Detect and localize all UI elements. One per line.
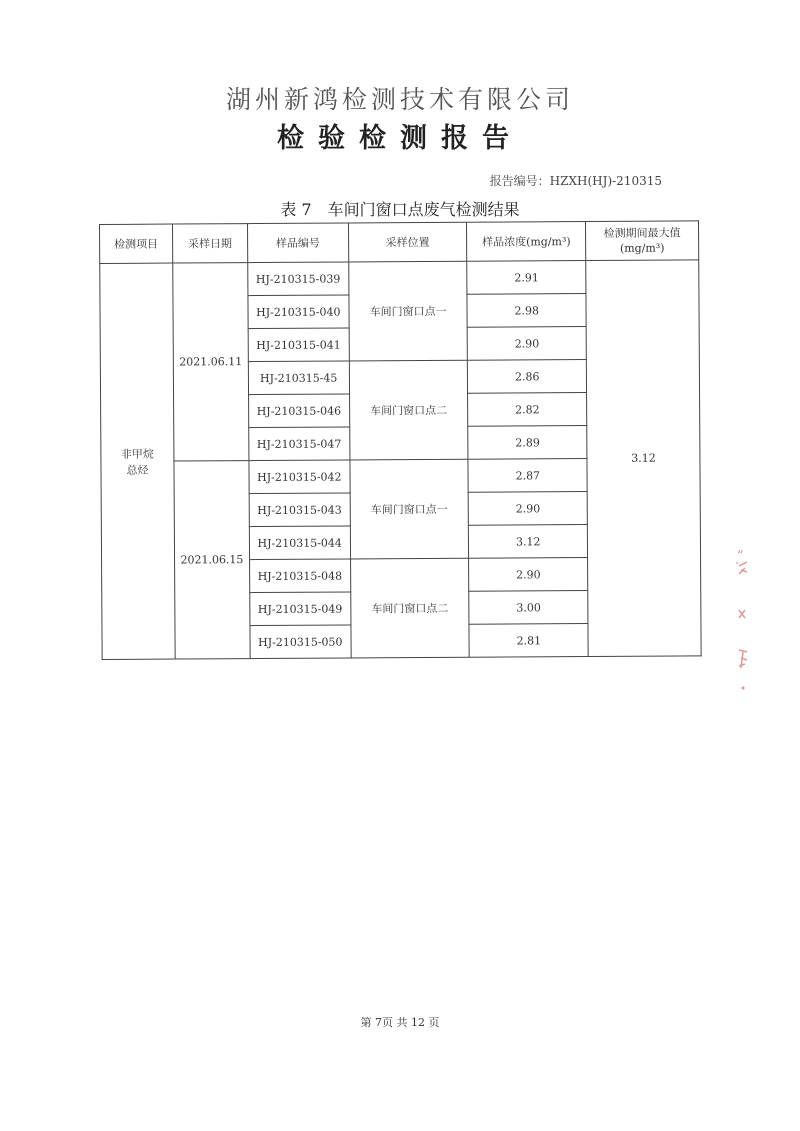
value-cell: 2.90	[469, 492, 588, 526]
value-cell: 3.00	[469, 591, 588, 625]
header-max	[586, 221, 699, 261]
value-cell: 2.86	[468, 360, 587, 394]
value-cell: 3.12	[469, 525, 588, 559]
report-title: 检验检测报告	[277, 123, 523, 154]
value-cell: 2.82	[468, 393, 587, 427]
stamp-mark	[733, 548, 753, 714]
sample-id-cell: HJ-210315-046	[248, 394, 349, 428]
page-footer: 第 7页 共 12 页	[360, 1016, 440, 1029]
header-date: 采样日期	[172, 224, 247, 263]
report-number: 报告编号：HZXH(HJ)-210315	[489, 174, 662, 188]
table-row	[100, 260, 699, 297]
sample-id-cell: HJ-210315-048	[249, 559, 350, 593]
stamp-partial-image	[733, 548, 753, 698]
value-cell: 2.90	[467, 327, 586, 361]
value-cell: 2.89	[468, 426, 587, 460]
sample-id-cell: HJ-210315-043	[249, 493, 350, 527]
table-number: 表 7	[280, 200, 312, 219]
location-cell: 车间门窗口点一	[350, 459, 469, 559]
company-name: 湖州新鸿检测技术有限公司	[225, 85, 574, 114]
location-cell: 车间门窗口点二	[349, 360, 468, 460]
value-cell: 2.87	[468, 459, 587, 493]
sample-id-cell: HJ-210315-050	[250, 625, 351, 659]
sample-id-cell: HJ-210315-039	[248, 262, 349, 296]
sample-id-cell: HJ-210315-042	[249, 460, 350, 494]
table-header-row	[100, 221, 699, 264]
sample-id-cell: HJ-210315-044	[249, 526, 350, 560]
table-caption-text: 车间门窗口点废气检测结果	[327, 200, 520, 219]
header-sample-id: 样品编号	[247, 223, 348, 263]
header-max-label: 检测期间最大值	[603, 226, 681, 240]
location-cell: 车间门窗口点二	[350, 558, 469, 658]
svg-text:“: “	[737, 549, 744, 564]
value-cell: 2.91	[467, 261, 586, 295]
header-max-unit: (mg/m³)	[619, 241, 665, 255]
sample-id-cell: HJ-210315-049	[250, 592, 351, 626]
sample-id-cell: HJ-210315-45	[248, 361, 349, 395]
value-cell: 2.98	[467, 294, 586, 328]
svg-text:·: ·	[735, 556, 740, 572]
sample-id-cell: HJ-210315-047	[249, 427, 350, 461]
max-value-cell: 3.12	[586, 260, 701, 657]
item-cell: 非甲烷总烃	[100, 263, 175, 659]
results-table	[99, 220, 702, 660]
sample-id-cell: HJ-210315-040	[248, 295, 349, 329]
value-cell: 2.81	[469, 624, 588, 658]
value-cell: 2.90	[469, 558, 588, 592]
header-concentration: 样品浓度(mg/m³)	[467, 222, 586, 262]
table-caption	[0, 197, 800, 220]
date-cell: 2021.06.11	[173, 263, 249, 461]
date-cell: 2021.06.15	[174, 461, 250, 659]
header-item: 检测项目	[100, 224, 173, 263]
sample-id-cell: HJ-210315-041	[248, 328, 349, 362]
header-location: 采样位置	[348, 222, 467, 262]
location-cell: 车间门窗口点一	[348, 261, 467, 361]
